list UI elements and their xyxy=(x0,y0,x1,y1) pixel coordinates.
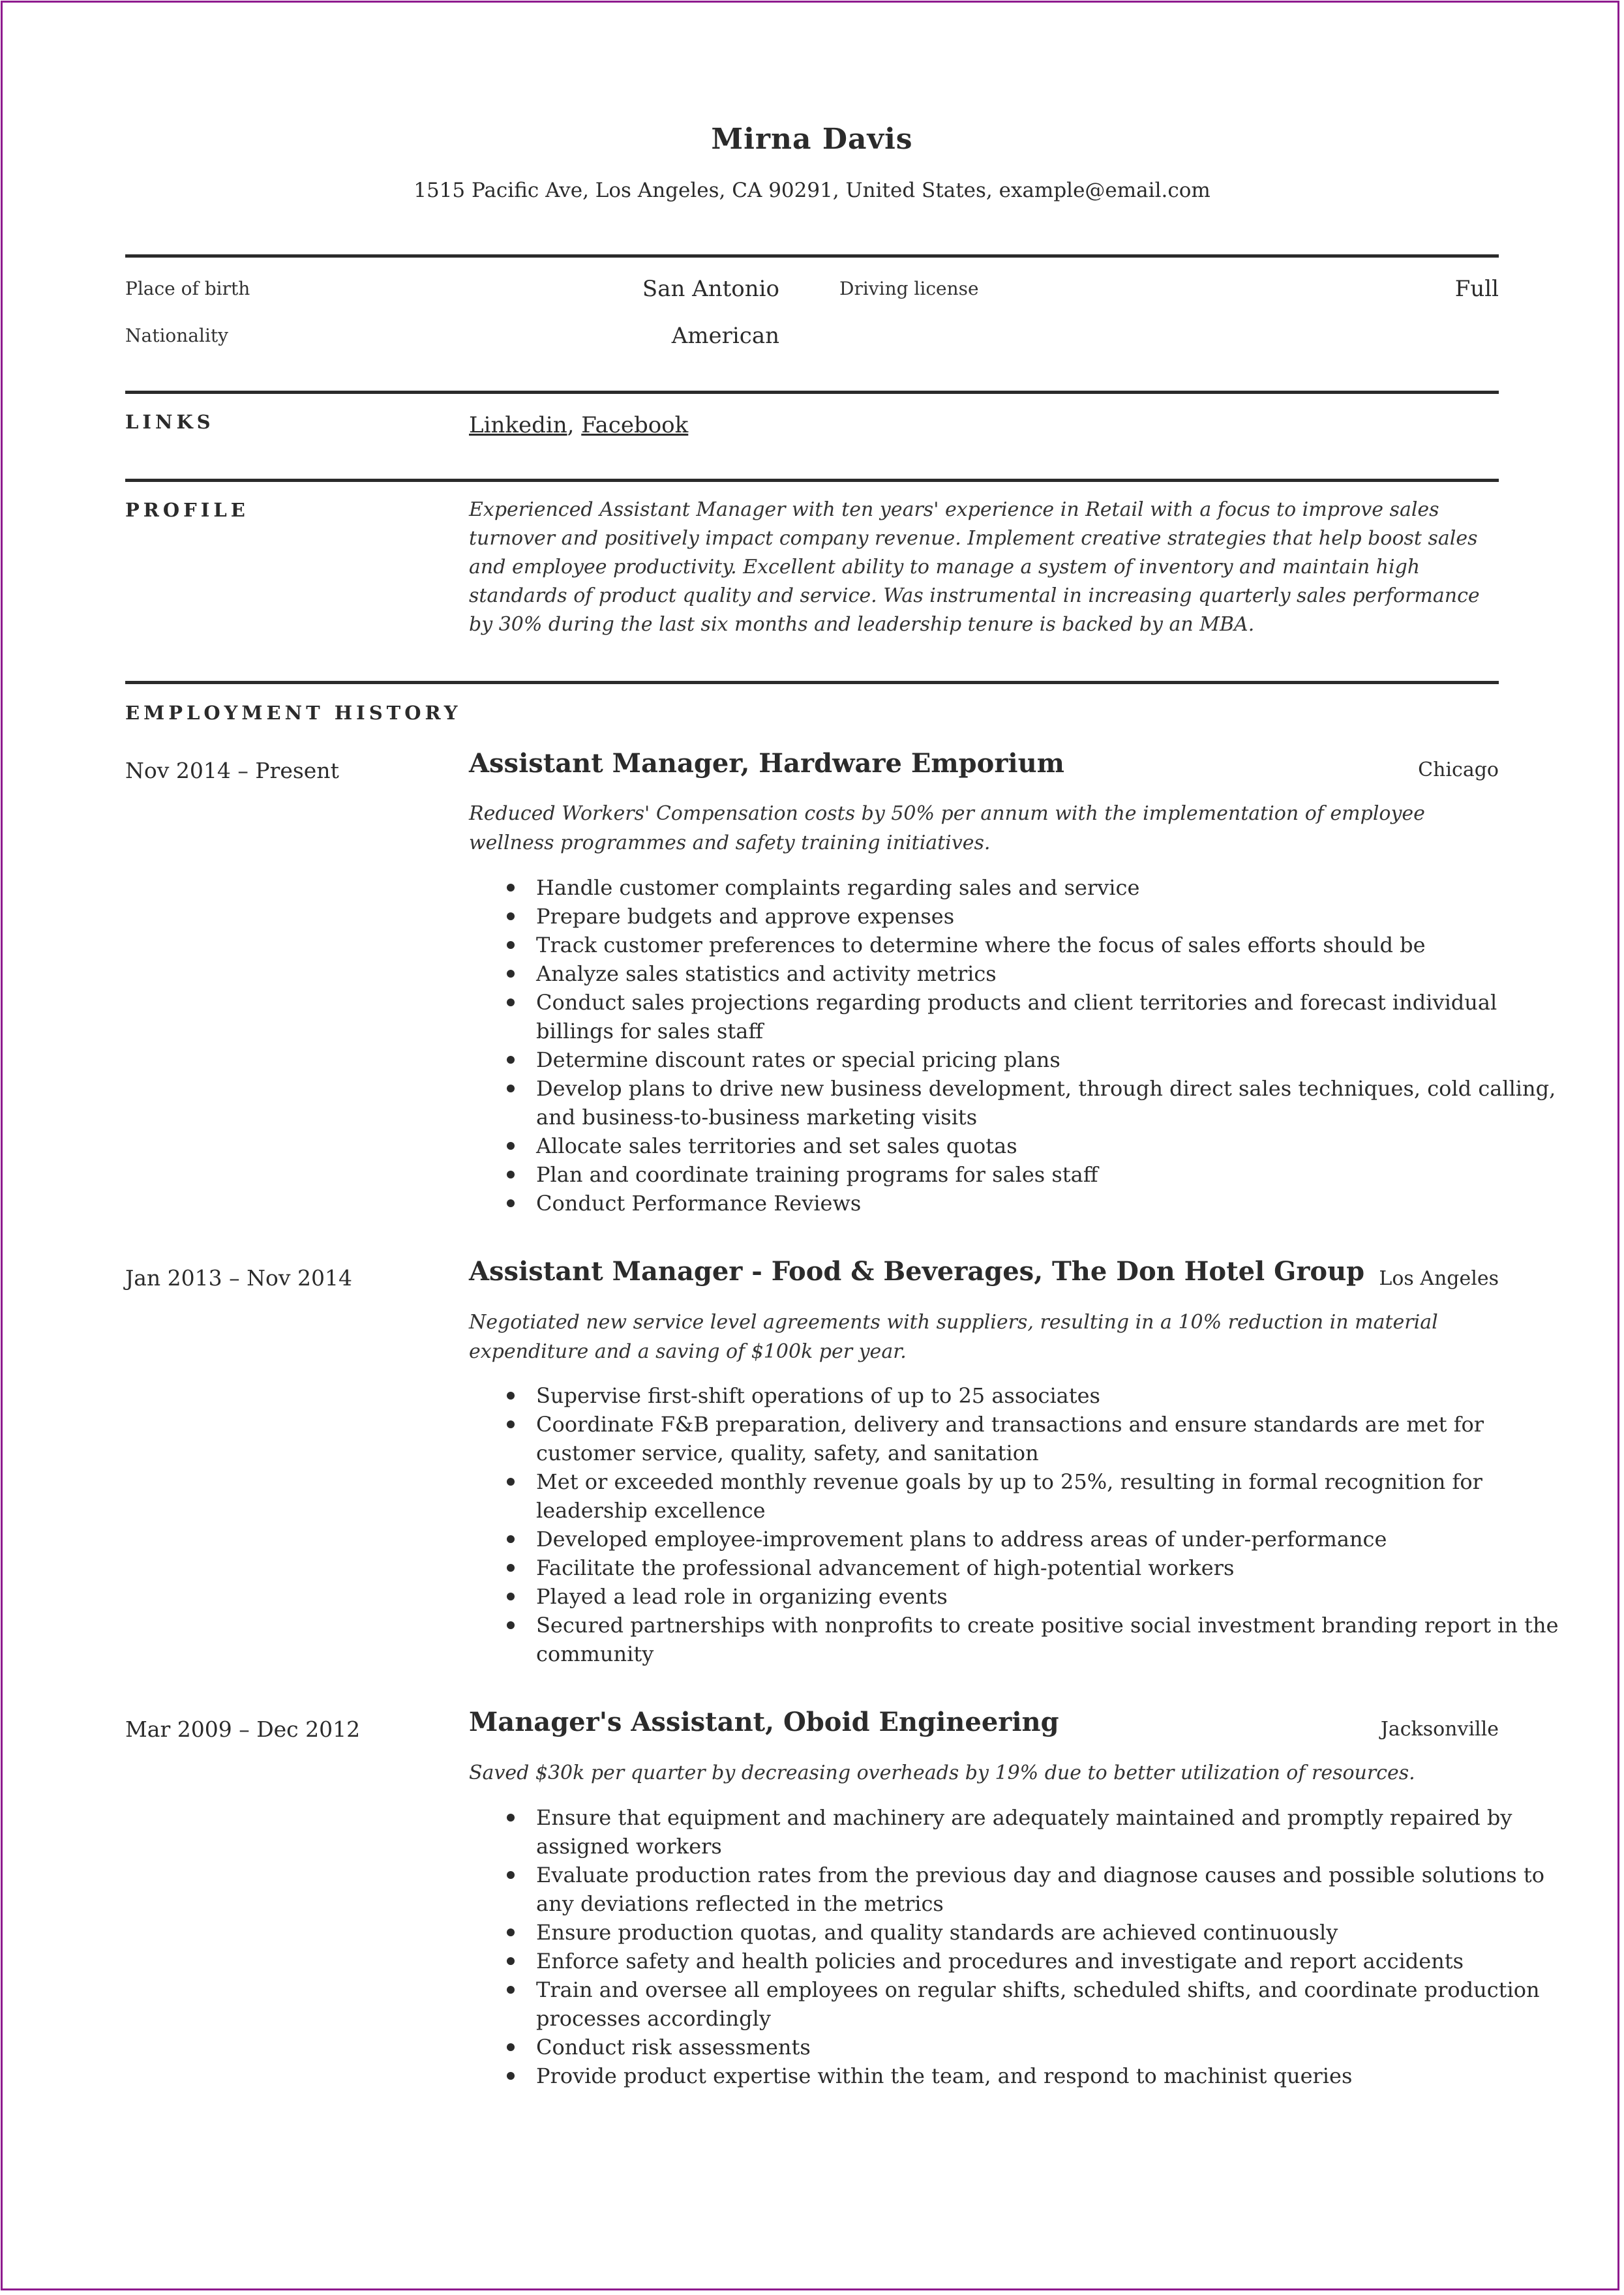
contact-line: 1515 Pacific Ave, Los Angeles, CA 90291, United States, example@email.com xyxy=(414,179,1210,202)
link-separator: , xyxy=(567,412,582,438)
job-summary: Reduced Workers' Compensation costs by 50% per annum with the implementation of employee wellness programmes and safety training initiatives. xyxy=(469,802,1425,854)
list-item: Analyze sales statistics and activity metrics xyxy=(536,959,1567,988)
job-title: Assistant Manager, Hardware Emporium xyxy=(469,748,1064,779)
list-item: Evaluate production rates from the previous day and diagnose causes and possible solutions to any deviations reflected in the metrics xyxy=(536,1861,1567,1918)
divider xyxy=(125,479,1499,482)
candidate-name: Mirna Davis xyxy=(711,123,913,156)
job-city: Chicago xyxy=(1418,758,1499,781)
place-of-birth-label: Place of birth xyxy=(125,278,250,299)
list-item: Secured partnerships with nonprofits to create positive social investment branding report in the community xyxy=(536,1611,1567,1668)
list-item: Developed employee-improvement plans to address areas of under-performance xyxy=(536,1525,1567,1553)
list-item: Conduct Performance Reviews xyxy=(536,1189,1567,1218)
divider xyxy=(125,391,1499,394)
list-item: Supervise first-shift operations of up to 25 associates xyxy=(536,1381,1567,1410)
job-city: Los Angeles xyxy=(1379,1267,1499,1290)
list-item: Provide product expertise within the team, and respond to machinist queries xyxy=(536,2062,1567,2090)
place-of-birth-value: San Antonio xyxy=(642,276,779,302)
nationality-value: American xyxy=(671,323,779,349)
list-item: Plan and coordinate training programs for sales staff xyxy=(536,1160,1567,1189)
list-item: Train and oversee all employees on regular shifts, scheduled shifts, and coordinate production processes accordingly xyxy=(536,1975,1567,2033)
list-item: Handle customer complaints regarding sales and service xyxy=(536,873,1567,902)
list-item: Coordinate F&B preparation, delivery and transactions and ensure standards are met for customer service, quality, safety, and sanitation xyxy=(536,1410,1567,1467)
list-item: Ensure production quotas, and quality standards are achieved continuously xyxy=(536,1918,1567,1947)
list-item: Track customer preferences to determine where the focus of sales efforts should be xyxy=(536,931,1567,959)
list-item: Conduct risk assessments xyxy=(536,2033,1567,2062)
nationality-label: Nationality xyxy=(125,325,228,346)
job-duties-list xyxy=(469,1381,1567,1668)
driving-license-label: Driving license xyxy=(839,278,979,299)
list-item: Enforce safety and health policies and procedures and investigate and report accidents xyxy=(536,1947,1567,1975)
job-duties-list xyxy=(469,1803,1567,2090)
linkedin-link[interactable]: Linkedin xyxy=(469,412,567,438)
links-list xyxy=(469,412,1499,438)
profile-heading: PROFILE xyxy=(125,499,249,521)
list-item: Allocate sales territories and set sales quotas xyxy=(536,1132,1567,1160)
divider xyxy=(125,681,1499,684)
job-dates: Nov 2014 – Present xyxy=(125,758,339,783)
list-item: Played a lead role in organizing events xyxy=(536,1582,1567,1611)
job-title: Assistant Manager - Food & Beverages, The Don Hotel Group xyxy=(469,1256,1365,1287)
facebook-link[interactable]: Facebook xyxy=(581,412,689,438)
links-heading: LINKS xyxy=(125,411,215,433)
job-title: Manager's Assistant, Oboid Engineering xyxy=(469,1707,1059,1737)
job-dates: Jan 2013 – Nov 2014 xyxy=(125,1265,352,1291)
list-item: Prepare budgets and approve expenses xyxy=(536,902,1567,931)
job-dates: Mar 2009 – Dec 2012 xyxy=(125,1717,361,1742)
list-item: Conduct sales projections regarding products and client territories and forecast individual billings for sales staff xyxy=(536,988,1567,1045)
job-summary: Negotiated new service level agreements with suppliers, resulting in a 10% reduction in material expenditure and a saving of $100k per year. xyxy=(469,1311,1438,1363)
employment-heading: EMPLOYMENT HISTORY xyxy=(125,702,462,724)
list-item: Facilitate the professional advancement of high-potential workers xyxy=(536,1553,1567,1582)
list-item: Develop plans to drive new business development, through direct sales techniques, cold calling, and business-to-business marketing visits xyxy=(536,1074,1567,1132)
divider xyxy=(125,254,1499,258)
job-duties-list xyxy=(469,873,1567,1218)
job-summary: Saved $30k per quarter by decreasing overheads by 19% due to better utilization of resources. xyxy=(469,1762,1415,1784)
list-item: Met or exceeded monthly revenue goals by up to 25%, resulting in formal recognition for leadership excellence xyxy=(536,1467,1567,1525)
list-item: Ensure that equipment and machinery are adequately maintained and promptly repaired by assigned workers xyxy=(536,1803,1567,1861)
profile-text: Experienced Assistant Manager with ten years' experience in Retail with a focus to improve sales turnover and positively impact company revenue. Implement creative strategies that help boost sales and employee productivity. Excellent ability to manage a system of inventory and maintain high standards of product quality and service. Was instrumental in increasing quarterly sales performance by 30% during the last six months and leadership tenure is backed by an MBA. xyxy=(469,498,1480,636)
driving-license-value: Full xyxy=(1454,276,1499,302)
job-city: Jacksonville xyxy=(1380,1718,1499,1741)
list-item: Determine discount rates or special pricing plans xyxy=(536,1045,1567,1074)
